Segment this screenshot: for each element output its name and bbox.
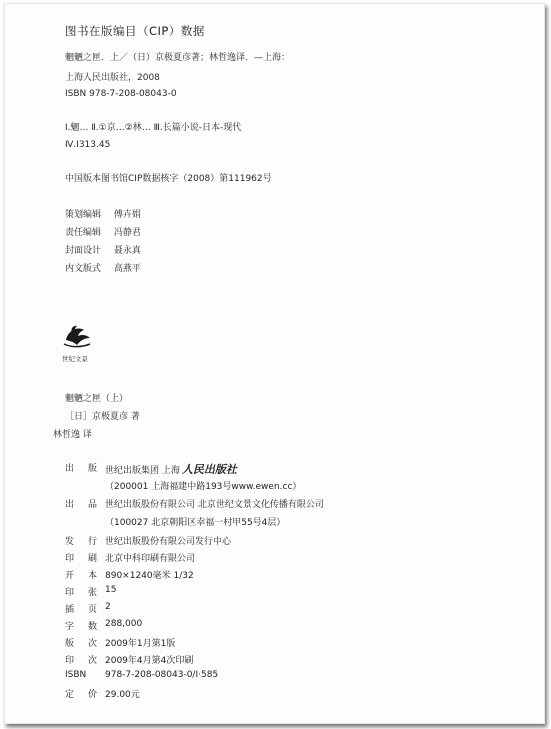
imprint-value: 890×1240毫米 1/32	[105, 571, 194, 581]
credit-row	[65, 243, 141, 256]
publisher-brand-logotype: 人民出版社	[181, 463, 237, 476]
imprint-label-char: 品	[87, 500, 97, 510]
cip-line-subjects: Ⅰ.魍… Ⅱ.①京…②林… Ⅲ.长篇小说-日本-现代	[65, 123, 242, 133]
cip-line-publisher: 上海人民出版社，2008	[65, 73, 160, 83]
imprint-label-char: 出	[65, 500, 75, 510]
credit-label: 责任编辑	[65, 228, 102, 238]
bird-logo-icon	[60, 318, 96, 354]
cip-heading: 图书在版编目（CIP）数据	[65, 24, 205, 38]
credit-name: 高燕平	[113, 264, 141, 274]
imprint-value: 2009年4月第4次印刷	[105, 656, 194, 666]
credit-name: 傅卉娟	[113, 210, 141, 220]
imprint-value: 北京中科印刷有限公司	[105, 554, 196, 564]
book-author: ［日］京极夏彦 著	[65, 412, 140, 422]
credit-name: 聂永真	[113, 246, 141, 256]
imprint-publisher: 世纪出版集团 上海	[105, 466, 180, 476]
copyright-page: 图书在版编目（CIP）数据 魍魉之匣．上／（日）京极夏彦著；林哲逸译．—上海： 上海人民出版社，2008 ISBN 978-7-208-08043-0 Ⅰ.魍… Ⅱ.①京…②林… Ⅲ.长篇小说-日本-现代 Ⅳ.I313.45 中国版本图书馆CIP数据核字（2008）第111962号 策划编辑 傅卉娟 责任编辑 冯静君 封面设计 聂永真 内文版式 高燕平 世纪文景 魍魉之匣（上） ［日］京极夏彦 著 林哲逸 译 出 版 世纪出版集团 上海 人民出版社 （200001 上海福建中路193号www.ewen.cc） 出 品 世纪出版股份有限公司 北京世纪文景文化传播有限公司 （100027 北京朝阳区幸福一村甲55号4层） 发 行 世纪出版股份有限公司发行中心 印 刷 北京中科印刷有限公司 开 本 890×1240毫米 1/32 印 张 15 插 页 2 字 数 288,000 版 次 2009年1月第1版 印 次 2009年4月第4次印刷 ISBN 978-7-208-08043-0/I·585 定 价 29.00元	[4, 3, 545, 724]
credit-label: 策划编辑	[65, 210, 102, 220]
book-title: 魍魉之匣（上）	[65, 394, 129, 404]
credit-label: 内文版式	[65, 264, 102, 274]
imprint-address-text: （100027 北京朝阳区幸福一村甲55号4层）	[105, 518, 286, 528]
cip-line-isbn: ISBN 978-7-208-08043-0	[65, 89, 177, 99]
imprint-value: 2	[105, 602, 111, 612]
credit-row	[65, 261, 141, 274]
imprint-producer: 世纪出版股份有限公司 北京世纪文景文化传播有限公司	[105, 500, 324, 510]
imprint-value: 978-7-208-08043-0/I·585	[105, 670, 219, 680]
cip-record-number: 中国版本图书馆CIP数据核字（2008）第111962号	[65, 174, 272, 184]
book-translator: 林哲逸 译	[53, 430, 92, 440]
imprint-value: 15	[105, 585, 117, 595]
credit-name: 冯静君	[113, 228, 141, 238]
credit-row	[65, 225, 141, 238]
cip-line-title: 魍魉之匣．上／（日）京极夏彦著；林哲逸译．—上海：	[65, 53, 291, 63]
imprint-value: 2009年1月第1版	[105, 639, 176, 649]
publisher-logo	[60, 318, 96, 368]
imprint-value: 29.00元	[105, 690, 140, 700]
credit-label: 封面设计	[65, 246, 102, 256]
logo-text: 世纪文景	[62, 355, 88, 363]
imprint-address-text: （200001 上海福建中路193号www.ewen.cc）	[105, 482, 302, 492]
imprint-label-char: 出	[65, 464, 75, 474]
imprint-label-char: 版	[87, 464, 97, 474]
imprint-value: 288,000	[105, 619, 143, 629]
credit-row	[65, 207, 141, 220]
imprint-value: 世纪出版股份有限公司发行中心	[105, 537, 232, 547]
cip-line-classification: Ⅳ.I313.45	[65, 140, 111, 150]
